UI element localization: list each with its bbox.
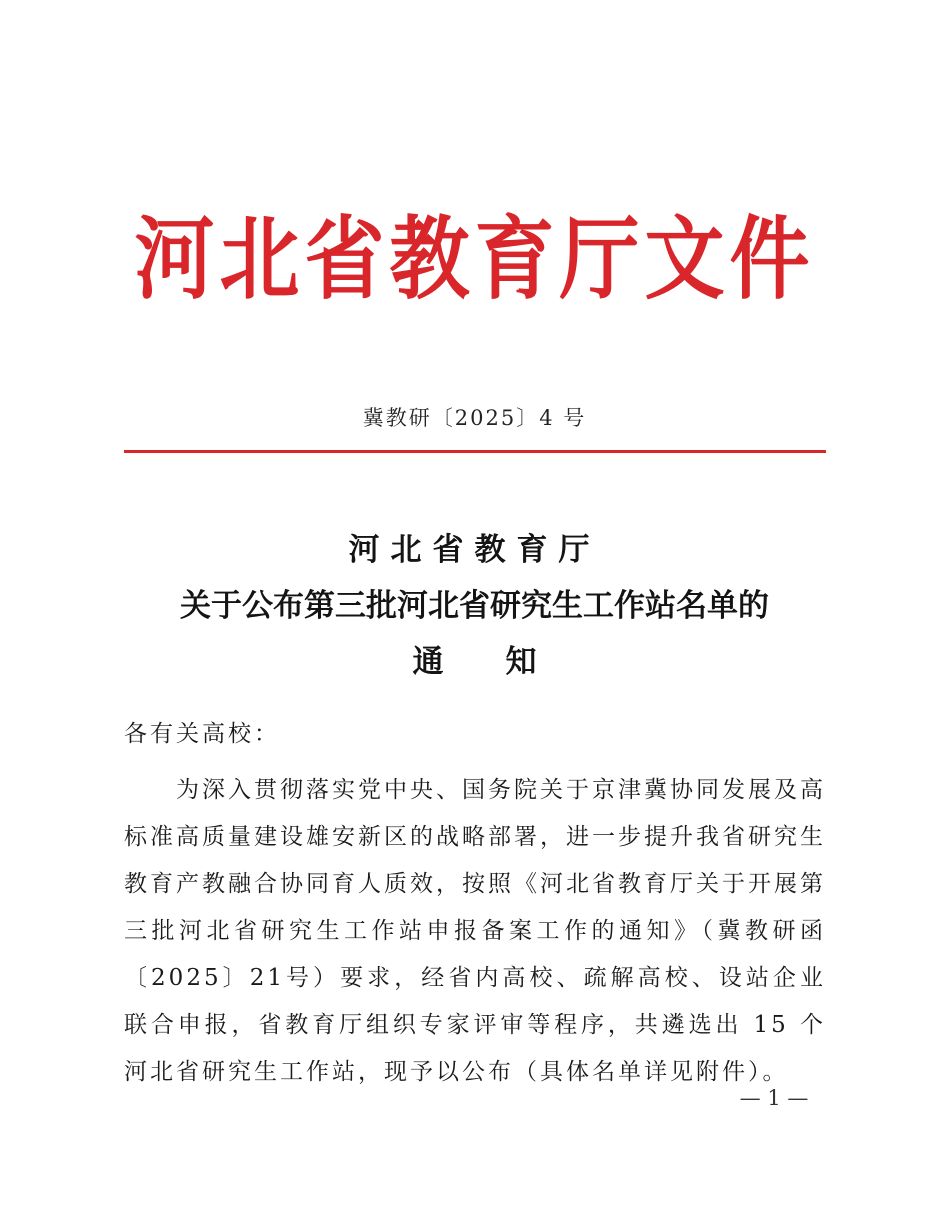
title-subject: 关于公布第三批河北省研究生工作站名单的 bbox=[180, 588, 769, 624]
title-issuer: 河北省教育厅 bbox=[348, 532, 601, 568]
title-notice-type: 通 知 bbox=[412, 644, 537, 680]
document-masthead: 河北省教育厅文件 bbox=[134, 206, 815, 312]
red-divider-line bbox=[124, 450, 826, 453]
page-number: — 1 — bbox=[739, 1086, 809, 1110]
document-number: 冀教研〔2025〕4 号 bbox=[362, 406, 587, 430]
body-paragraph: 为深入贯彻落实党中央、国务院关于京津冀协同发展及高标准高质量建设雄安新区的战略部署，进一步提升我省研究生教育产教融合协同育人质效，按照《河北省教育厅关于开展第三批河北省研究生工作站申报备案工作的通知》（冀教研函〔2025〕21号）要求，经省内高校、疏解高校、设站企业联合申报，省教育厅组织专家评审等程序，共遴选出 15 个河北省研究生工作站，现予以公布（具体名单详见附件）。 bbox=[124, 777, 826, 1085]
addressee: 各有关高校： bbox=[124, 721, 280, 747]
